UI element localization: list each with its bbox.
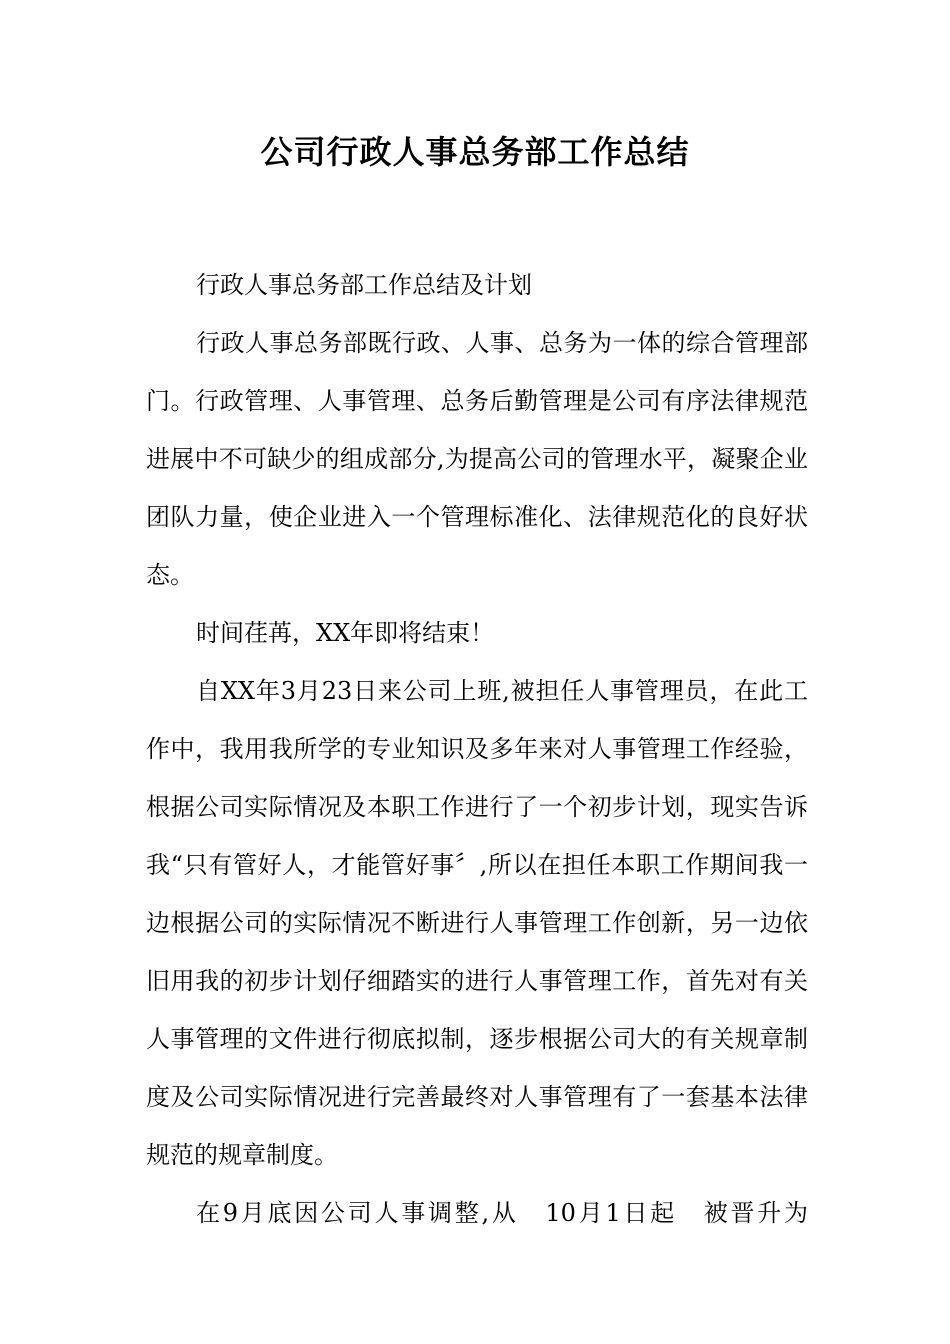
paragraph-promotion: 在9月底因公司人事调整,从 10月1日起 被晋升为 <box>196 1199 808 1227</box>
document-body <box>146 256 808 1242</box>
paragraph-intro: 行政人事总务部既行政、人事、总务为一体的综合管理部门。行政管理、人事管理、总务后勤管理是公司有序法律规范进展中不可缺少的组成部分,为提高公司的管理水平，凝聚企业团队力量，使企业进入一个管理标准化、法律规范化的良好状态。 <box>146 329 808 589</box>
paragraph-time: 时间荏苒，XX年即将结束！ <box>196 619 495 647</box>
paragraph-work: 自XX年3月23日来公司上班,被担任人事管理员，在此工作中，我用我所学的专业知识及多年来对人事管理工作经验，根据公司实际情况及本职工作进行了一个初步计划，现实告诉我“只有管好人，才能管好事〞,所以在担任本职工作期间我一边根据公司的实际情况不断进行人事管理工作创新，另一边依旧用我的初步计划仔细踏实的进行人事管理工作，首先对有关人事管理的文件进行彻底拟制，逐步根据公司大的有关规章制度及公司实际情况进行完善最终对人事管理有了一套基本法律规范的规章制度。 <box>146 677 808 1169</box>
paragraph-subtitle: 行政人事总务部工作总结及计划 <box>196 271 532 299</box>
document-title: 公司行政人事总务部工作总结 <box>260 133 690 171</box>
